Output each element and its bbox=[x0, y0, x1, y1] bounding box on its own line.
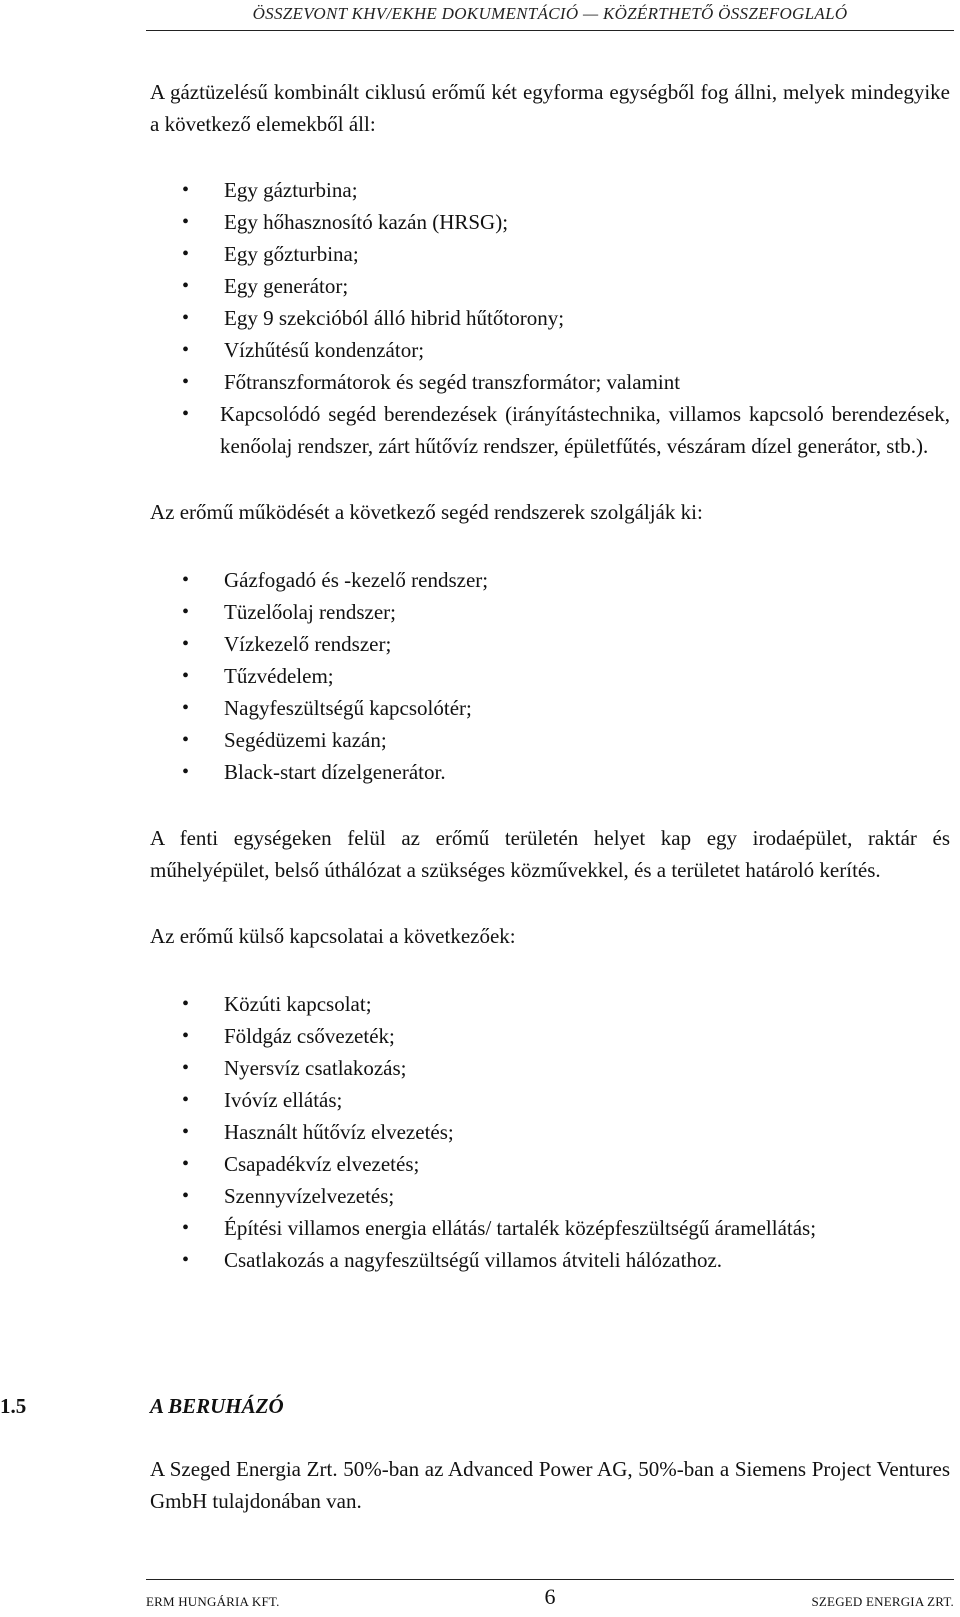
aux-intro-paragraph: Az erőmű működését a következő segéd rendszerek szolgálják ki: bbox=[150, 500, 703, 524]
page-footer bbox=[146, 1579, 954, 1617]
external-connections-list bbox=[150, 988, 950, 1276]
list-item: • Tüzelőolaj rendszer; bbox=[150, 596, 950, 628]
list-item: • Egy hőhasznosító kazán (HRSG); bbox=[150, 206, 950, 238]
page-number: 6 bbox=[544, 1584, 556, 1609]
list-item: • Szennyvízelvezetés; bbox=[150, 1180, 950, 1212]
components-list bbox=[150, 174, 950, 462]
list-item: • Használt hűtővíz elvezetés; bbox=[150, 1116, 950, 1148]
list-item: • Nyersvíz csatlakozás; bbox=[150, 1052, 950, 1084]
bullet-icon: • bbox=[182, 1057, 190, 1079]
list-item: • Segédüzemi kazán; bbox=[150, 724, 950, 756]
bullet-icon: • bbox=[182, 1025, 190, 1047]
bullet-icon: • bbox=[182, 339, 190, 361]
list-item: • Földgáz csővezeték; bbox=[150, 1020, 950, 1052]
list-item: • Tűzvédelem; bbox=[150, 660, 950, 692]
list-item: • Ivóvíz ellátás; bbox=[150, 1084, 950, 1116]
list-item: • Egy 9 szekcióból álló hibrid hűtőtorony; bbox=[150, 302, 950, 334]
bullet-icon: • bbox=[182, 993, 190, 1015]
list-item: • Vízkezelő rendszer; bbox=[150, 628, 950, 660]
list-item: • Csapadékvíz elvezetés; bbox=[150, 1148, 950, 1180]
bullet-icon: • bbox=[182, 403, 190, 425]
document-body bbox=[150, 76, 950, 1276]
bullet-icon: • bbox=[182, 601, 190, 623]
list-item: • Kapcsolódó segéd berendezések (irányítástechnika, villamos kapcsoló berendezések, kenőolaj rendszer, zárt hűtővíz rendszer, épületfűtés, vészáram dízel generátor, stb.). bbox=[150, 398, 950, 462]
list-item: • Főtranszformátorok és segéd transzformátor; valamint bbox=[150, 366, 950, 398]
list-item: • Egy gázturbina; bbox=[150, 174, 950, 206]
bullet-icon: • bbox=[182, 1121, 190, 1143]
footer-right: SZEGED ENERGIA ZRT. bbox=[811, 1594, 954, 1609]
bullet-icon: • bbox=[182, 307, 190, 329]
bullet-icon: • bbox=[182, 1217, 190, 1239]
bullet-icon: • bbox=[182, 179, 190, 201]
footer-left: ERM HUNGÁRIA KFT. bbox=[146, 1594, 280, 1609]
list-item: • Nagyfeszültségű kapcsolótér; bbox=[150, 692, 950, 724]
list-item: • Csatlakozás a nagyfeszültségű villamos átviteli hálózathoz. bbox=[150, 1244, 950, 1276]
bullet-icon: • bbox=[182, 569, 190, 591]
list-item: • Egy generátor; bbox=[150, 270, 950, 302]
intro-paragraph: A gáztüzelésű kombinált ciklusú erőmű két egyforma egységből fog állni, melyek mindegyike a következő elemekből áll: bbox=[150, 80, 950, 136]
bullet-icon: • bbox=[182, 761, 190, 783]
page-header bbox=[146, 0, 954, 31]
list-item: • Közúti kapcsolat; bbox=[150, 988, 950, 1020]
section-number: 1.5 bbox=[0, 1394, 27, 1418]
site-paragraph: A fenti egységeken felül az erőmű területén helyet kap egy irodaépület, raktár és műhelyépület, belső úthálózat a szükséges közművekkel, és a területet határoló kerítés. bbox=[150, 826, 950, 882]
section-heading bbox=[0, 1394, 960, 1426]
bullet-icon: • bbox=[182, 243, 190, 265]
bullet-icon: • bbox=[182, 211, 190, 233]
bullet-icon: • bbox=[182, 1249, 190, 1271]
bullet-icon: • bbox=[182, 665, 190, 687]
bullet-icon: • bbox=[182, 697, 190, 719]
investor-paragraph: A Szeged Energia Zrt. 50%-ban az Advanced Power AG, 50%-ban a Siemens Project Ventures GmbH tulajdonában van. bbox=[150, 1457, 950, 1513]
bullet-icon: • bbox=[182, 1153, 190, 1175]
list-item: • Black-start dízelgenerátor. bbox=[150, 756, 950, 788]
bullet-icon: • bbox=[182, 1185, 190, 1207]
bullet-icon: • bbox=[182, 1089, 190, 1111]
section-title: A BERUHÁZÓ bbox=[150, 1394, 284, 1418]
list-item: • Vízhűtésű kondenzátor; bbox=[150, 334, 950, 366]
bullet-icon: • bbox=[182, 729, 190, 751]
header-title: ÖSSZEVONT KHV/EKHE DOKUMENTÁCIÓ — KÖZÉRTHETŐ ÖSSZEFOGLALÓ bbox=[252, 4, 848, 23]
list-item: • Gázfogadó és -kezelő rendszer; bbox=[150, 564, 950, 596]
bullet-icon: • bbox=[182, 371, 190, 393]
list-item: • Egy gőzturbina; bbox=[150, 238, 950, 270]
ext-intro-paragraph: Az erőmű külső kapcsolatai a következőek: bbox=[150, 924, 516, 948]
list-item: • Építési villamos energia ellátás/ tartalék középfeszültségű áramellátás; bbox=[150, 1212, 950, 1244]
bullet-icon: • bbox=[182, 633, 190, 655]
bullet-icon: • bbox=[182, 275, 190, 297]
aux-systems-list bbox=[150, 564, 950, 788]
